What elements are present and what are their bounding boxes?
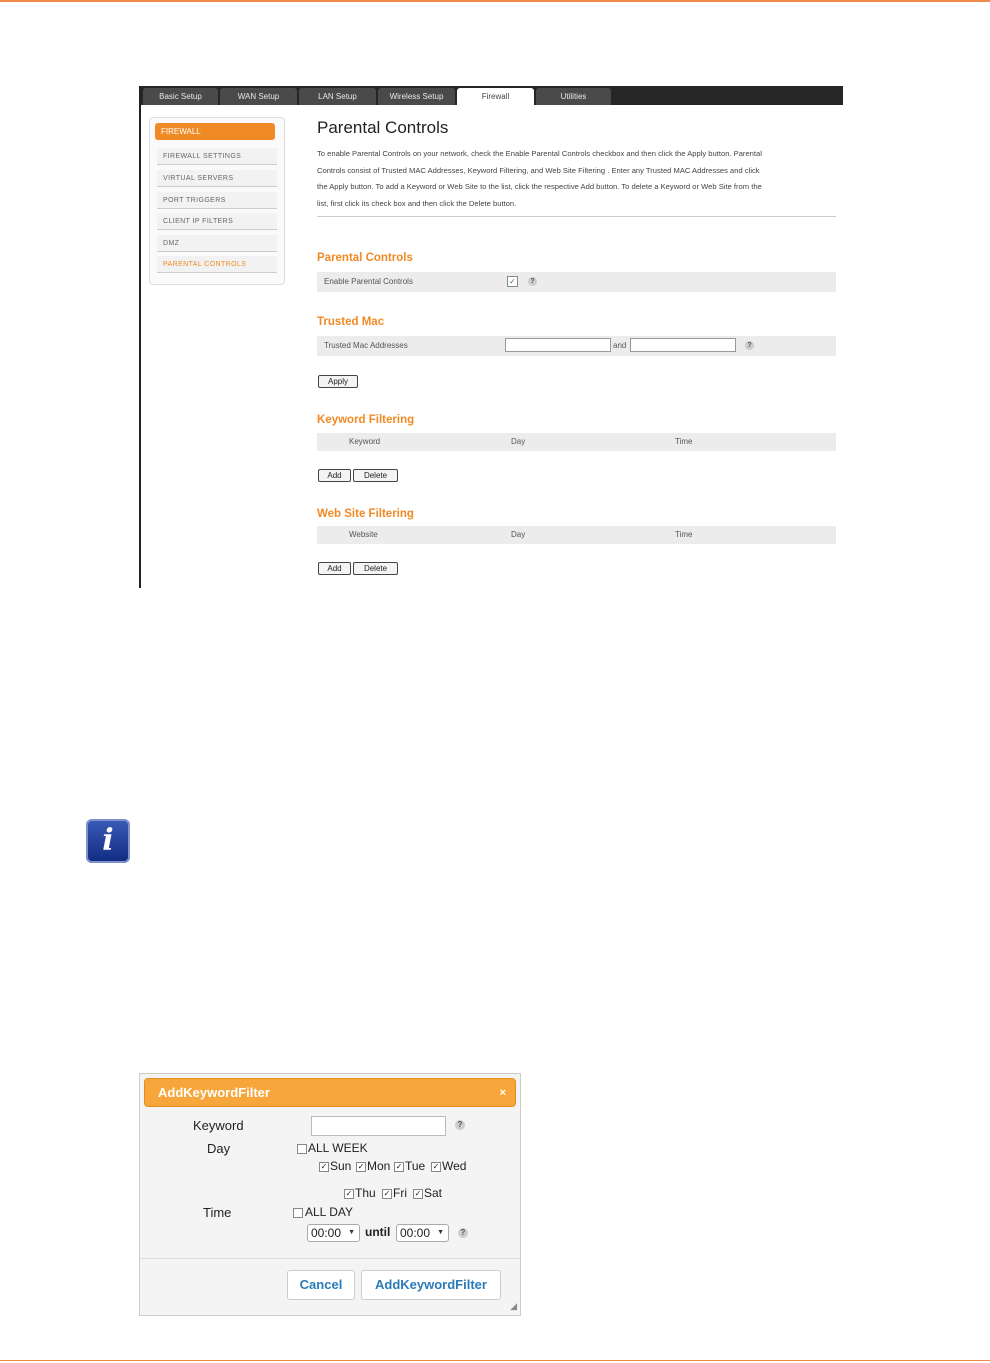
cancel-button[interactable]: Cancel — [287, 1270, 355, 1300]
resize-handle-icon[interactable]: ◢ — [510, 1301, 517, 1311]
sidebar-item-parental-controls[interactable]: PARENTAL CONTROLS — [157, 256, 277, 273]
add-keyword-filter-button[interactable]: AddKeywordFilter — [361, 1270, 501, 1300]
firewall-sidebar — [149, 117, 285, 285]
day-checkbox-mon[interactable]: ✓ — [357, 1162, 365, 1171]
website-delete-button[interactable]: Delete — [353, 562, 398, 575]
apply-button[interactable]: Apply — [318, 375, 358, 388]
intro-line: list, first click its check box and then click the Delete button. — [317, 198, 517, 208]
add-keyword-filter-dialog — [139, 1073, 521, 1316]
section-title-web-site-filtering: Web Site Filtering — [317, 508, 414, 520]
day-label-mon: Mon — [367, 1159, 391, 1173]
keyword-input[interactable] — [311, 1116, 446, 1136]
info-icon: i — [86, 819, 130, 863]
enable-parental-checkbox[interactable]: ✓ — [507, 276, 518, 287]
enable-parental-row — [317, 272, 836, 292]
tab-wireless-setup[interactable]: Wireless Setup — [378, 88, 455, 105]
help-icon[interactable]: ? — [458, 1228, 468, 1238]
tab-bar — [141, 86, 843, 105]
website-add-button[interactable]: Add — [318, 562, 351, 575]
intro-text — [317, 146, 837, 212]
start-time-select[interactable] — [307, 1224, 360, 1242]
chevron-down-icon: ▼ — [437, 1229, 444, 1236]
tab-lan-setup[interactable]: LAN Setup — [299, 88, 376, 105]
tab-basic-setup[interactable]: Basic Setup — [143, 88, 218, 105]
sidebar-item-virtual-servers[interactable]: VIRTUAL SERVERS — [157, 170, 277, 187]
dialog-header — [144, 1078, 516, 1107]
until-text: until — [365, 1225, 391, 1239]
trusted-mac-input-1[interactable] — [505, 338, 611, 352]
all-day-checkbox[interactable] — [293, 1208, 303, 1218]
column-header-website: Website — [349, 530, 378, 539]
tab-utilities[interactable]: Utilities — [536, 88, 611, 105]
day-label-sat: Sat — [424, 1186, 443, 1200]
column-header-keyword: Keyword — [349, 437, 381, 446]
router-screenshot — [139, 86, 843, 588]
day-checkbox-thu[interactable]: ✓ — [345, 1189, 353, 1198]
trusted-mac-label: Trusted Mac Addresses — [324, 341, 408, 350]
day-label-tue: Tue — [405, 1159, 426, 1173]
trusted-mac-row — [317, 336, 836, 356]
column-header-time: Time — [675, 437, 693, 446]
column-header-day: Day — [511, 530, 526, 539]
help-icon[interactable]: ? — [455, 1120, 465, 1130]
day-label: Day — [207, 1141, 231, 1156]
and-text: and — [613, 341, 627, 350]
time-label: Time — [203, 1205, 232, 1220]
help-icon[interactable]: ? — [528, 277, 537, 286]
keyword-add-button[interactable]: Add — [318, 469, 351, 482]
all-day-label: ALL DAY — [305, 1205, 354, 1219]
chevron-down-icon: ▼ — [348, 1229, 355, 1236]
dialog-footer-divider — [140, 1258, 520, 1259]
section-title-keyword-filtering: Keyword Filtering — [317, 414, 415, 426]
all-week-checkbox[interactable] — [297, 1144, 307, 1154]
top-rule — [0, 0, 990, 2]
intro-line: the Apply button. To add a Keyword or Web Site to the list, click the respective Add button. To delete a Keyword or Web Site from the — [317, 182, 762, 191]
keyword-delete-button[interactable]: Delete — [353, 469, 398, 482]
all-week-label: ALL WEEK — [308, 1141, 368, 1155]
enable-parental-label: Enable Parental Controls — [324, 277, 413, 286]
tab-wan-setup[interactable]: WAN Setup — [220, 88, 297, 105]
day-label-fri: Fri — [393, 1186, 407, 1200]
bottom-rule — [0, 1360, 990, 1361]
day-checkbox-sat[interactable]: ✓ — [414, 1189, 422, 1198]
sidebar-item-dmz[interactable]: DMZ — [157, 235, 277, 252]
close-icon[interactable]: × — [499, 1087, 506, 1099]
end-time-value: 00:00 — [400, 1226, 431, 1240]
sidebar-item-firewall-settings[interactable]: FIREWALL SETTINGS — [157, 148, 277, 165]
day-checkbox-tue[interactable]: ✓ — [395, 1162, 403, 1171]
intro-line: Controls consist of Trusted MAC Addresses, Keyword Filtering, and Web Site Filtering . Enter any Trusted MAC Addresses and click — [317, 165, 760, 175]
tab-firewall[interactable]: Firewall — [457, 88, 534, 105]
dialog-title: AddKeywordFilter — [158, 1085, 270, 1100]
divider — [317, 216, 836, 217]
day-checkbox-wed[interactable]: ✓ — [432, 1162, 440, 1171]
section-title-trusted-mac: Trusted Mac — [317, 316, 385, 328]
start-time-value: 00:00 — [311, 1226, 342, 1240]
website-table-header — [317, 526, 836, 544]
keyword-table-header — [317, 433, 836, 451]
keyword-label: Keyword — [193, 1118, 244, 1133]
day-checkbox-fri[interactable]: ✓ — [383, 1189, 391, 1198]
trusted-mac-input-2[interactable] — [630, 338, 736, 352]
day-label-thu: Thu — [355, 1186, 376, 1200]
day-label-wed: Wed — [442, 1159, 467, 1173]
sidebar-item-client-ip-filters[interactable]: CLIENT IP FILTERS — [157, 213, 277, 230]
column-header-time: Time — [675, 530, 693, 539]
day-checkbox-sun[interactable]: ✓ — [320, 1162, 328, 1171]
help-icon[interactable]: ? — [745, 341, 754, 350]
column-header-day: Day — [511, 437, 526, 446]
day-label-sun: Sun — [330, 1159, 352, 1173]
end-time-select[interactable] — [396, 1224, 449, 1242]
sidebar-header: FIREWALL — [155, 123, 275, 140]
section-title-parental-controls: Parental Controls — [317, 252, 413, 264]
sidebar-item-port-triggers[interactable]: PORT TRIGGERS — [157, 192, 277, 209]
page-title: Parental Controls — [317, 118, 449, 137]
intro-line: To enable Parental Controls on your network, check the Enable Parental Controls checkbox and then click the Apply button. Parental — [317, 149, 762, 158]
